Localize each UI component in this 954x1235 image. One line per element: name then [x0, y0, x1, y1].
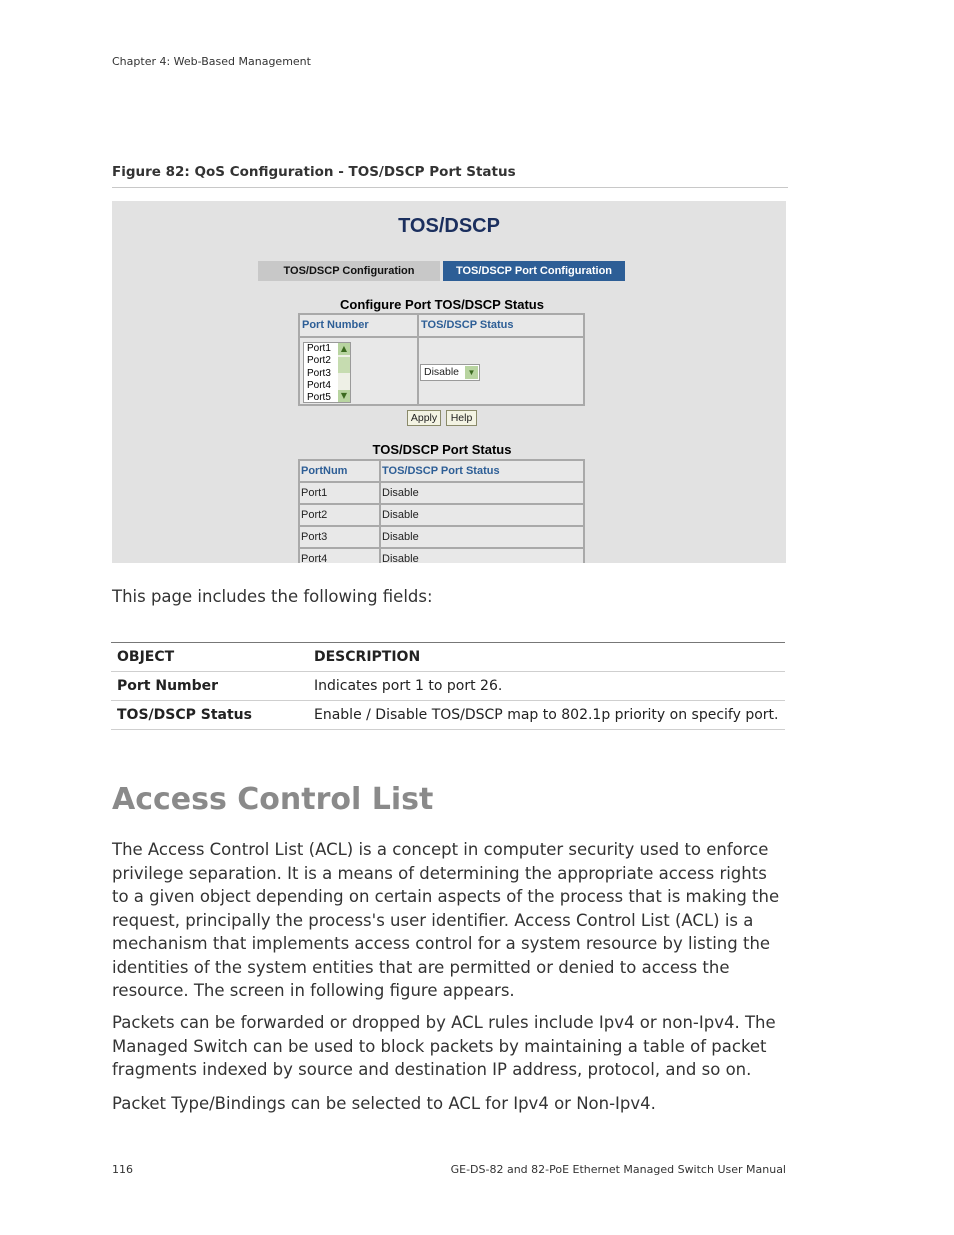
port-listbox[interactable]	[303, 342, 351, 403]
help-button[interactable]: Help	[446, 410, 477, 426]
config-header-status: TOS/DSCP Status	[421, 319, 514, 331]
config-header-divider	[300, 336, 583, 338]
field-description: Indicates port 1 to port 26.	[308, 672, 785, 701]
status-header-status: TOS/DSCP Port Status	[382, 465, 500, 477]
table-row	[111, 672, 785, 701]
app-title: TOS/DSCP	[398, 215, 500, 237]
figure-caption: Figure 82: QoS Configuration - TOS/DSCP Port Status	[112, 164, 516, 180]
listbox-scrollbar[interactable]	[338, 343, 350, 402]
field-description: Enable / Disable TOS/DSCP map to 802.1p priority on specify port.	[308, 701, 785, 730]
caption-rule	[112, 187, 788, 188]
fields-header-row	[111, 643, 785, 672]
scroll-thumb[interactable]	[338, 357, 350, 373]
table-row	[300, 483, 583, 505]
row-status: Disable	[382, 553, 419, 563]
status-header-portnum: PortNum	[301, 465, 348, 477]
status-section-title: TOS/DSCP Port Status	[372, 442, 512, 457]
port-option[interactable]: Port5	[307, 392, 331, 404]
apply-button[interactable]: Apply	[407, 410, 441, 426]
port-option[interactable]: Port1	[307, 343, 331, 354]
row-port: Port2	[301, 509, 328, 521]
table-row	[111, 701, 785, 730]
scroll-down-icon[interactable]: ▼	[338, 390, 350, 402]
row-port: Port4	[301, 553, 328, 563]
row-port: Port3	[301, 531, 328, 543]
config-section-title: Configure Port TOS/DSCP Status	[340, 297, 544, 312]
status-table	[298, 459, 585, 563]
acl-paragraph-2: Packets can be forwarded or dropped by ACL rules include Ipv4 or non-Ipv4. The Managed Switch can be used to block packets by maintaining a table of packet fragments indexed by source and destination IP address, protocol, and so on.	[112, 1013, 776, 1079]
field-object: TOS/DSCP Status	[111, 701, 308, 730]
chevron-down-icon[interactable]: ▼	[465, 366, 478, 379]
table-row	[300, 527, 583, 549]
port-option[interactable]: Port2	[307, 355, 331, 367]
header-description: DESCRIPTION	[308, 643, 785, 672]
row-status: Disable	[382, 487, 419, 499]
row-port: Port1	[301, 487, 328, 499]
config-table	[298, 313, 585, 406]
fields-table	[111, 642, 785, 730]
page-number: 116	[112, 1163, 133, 1176]
config-column-divider	[417, 315, 419, 404]
port-option[interactable]: Port3	[307, 367, 331, 379]
tab-tos-dscp-configuration[interactable]: TOS/DSCP Configuration	[258, 261, 440, 281]
row-status: Disable	[382, 509, 419, 521]
table-row	[300, 505, 583, 527]
tab-tos-dscp-port-configuration[interactable]: TOS/DSCP Port Configuration	[443, 261, 625, 281]
running-header: Chapter 4: Web-Based Management	[112, 55, 311, 68]
intro-text: This page includes the following fields:	[112, 587, 433, 606]
tos-dscp-status-select[interactable]	[420, 364, 480, 381]
row-status: Disable	[382, 531, 419, 543]
port-option[interactable]: Port4	[307, 379, 331, 391]
acl-paragraph-3: Packet Type/Bindings can be selected to ACL for Ipv4 or Non-Ipv4.	[112, 1094, 656, 1113]
select-value: Disable	[424, 366, 460, 378]
acl-paragraph-1: The Access Control List (ACL) is a concept in computer security used to enforce privilege separation. It is a means of determining the appropriate access rights to a given object depending on certain aspects of the process that is making the request, principally the process's user identifier. Access Control List (ACL) is a mechanism that implements access control for a system resource by listing the identities of the system entities that are permitted or denied to access the resource. The screen in following figure appears.	[112, 840, 780, 1000]
screenshot-figure	[112, 201, 786, 563]
status-header-row	[300, 461, 583, 483]
section-heading: Access Control List	[112, 782, 434, 817]
field-object: Port Number	[111, 672, 308, 701]
manual-title: GE-DS-82 and 82-PoE Ethernet Managed Switch User Manual	[450, 1163, 786, 1176]
config-header-port-number: Port Number	[302, 319, 369, 331]
header-object: OBJECT	[111, 643, 308, 672]
table-row	[300, 549, 583, 563]
scroll-up-icon[interactable]: ▲	[338, 343, 350, 355]
